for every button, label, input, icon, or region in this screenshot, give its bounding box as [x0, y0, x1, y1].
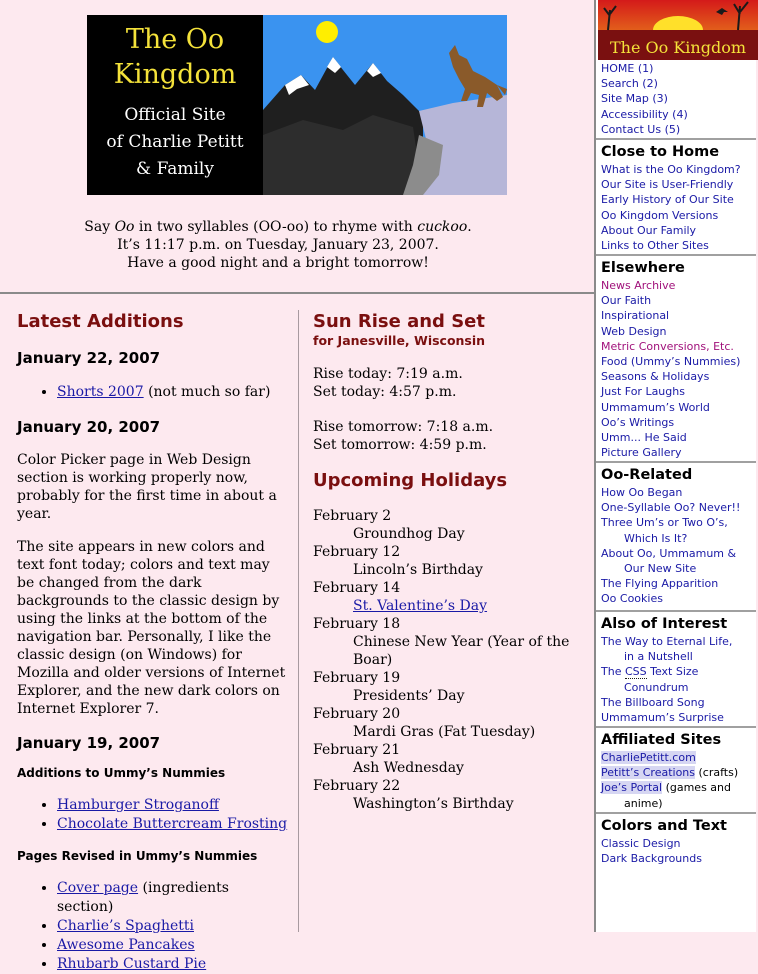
sidebar-link[interactable]: What is the Oo Kingdom?	[601, 163, 741, 176]
holiday-date: February 21	[313, 742, 401, 758]
sidebar-link[interactable]: Just For Laughs	[601, 385, 685, 399]
set-tomorrow: Set tomorrow: 4:59 p.m.	[313, 437, 487, 453]
sidebar-link[interactable]: The Way to Eternal Life, in a Nutshell	[601, 635, 733, 664]
list-item	[57, 917, 289, 936]
rise-today: Rise today: 7:19 a.m.	[313, 366, 463, 382]
holiday-name: Washington’s Birthday	[353, 796, 514, 812]
logo-text: The Oo Kingdom	[609, 38, 747, 57]
sidebar-link[interactable]: The CSS Text Size Conundrum	[601, 665, 699, 694]
holiday-date: February 22	[313, 778, 401, 794]
shorts-2007-link[interactable]: Shorts 2007	[57, 384, 144, 400]
valentines-day-link[interactable]: St. Valentine’s Day	[353, 598, 488, 614]
site-banner[interactable]	[87, 15, 507, 195]
date-heading: January 22, 2007	[17, 349, 161, 367]
sidebar-link[interactable]: Links to Other Sites	[601, 239, 709, 253]
page-header	[0, 0, 594, 292]
sidebar-link[interactable]: Oo’s Writings	[601, 415, 675, 429]
recipe-link[interactable]: Cover page	[57, 880, 139, 896]
section-heading: Oo-Related	[601, 467, 693, 483]
sidebar-link[interactable]: Three Um’s or Two O’s, Which Is It?	[601, 516, 728, 545]
sidebar-link[interactable]: Our Faith	[601, 294, 652, 308]
sidebar-link[interactable]: Inspirational	[601, 309, 670, 323]
holiday-name: Mardi Gras (Fat Tuesday)	[353, 724, 536, 740]
subsection-heading: Pages Revised in Ummy’s Nummies	[17, 849, 258, 863]
sun-rise-set-heading: Sun Rise and Set	[313, 311, 485, 332]
sidebar-link[interactable]: Oo Cookies	[601, 592, 663, 606]
location-label: for Janesville, Wisconsin	[313, 333, 486, 348]
sidebar-link[interactable]: One-Syllable Oo? Never!!	[601, 501, 741, 515]
date-heading: January 19, 2007	[17, 734, 161, 752]
nav-home[interactable]: HOME (1)	[601, 62, 654, 75]
classic-design-link[interactable]: Classic Design	[601, 837, 681, 850]
current-time-line: It’s 11:17 p.m. on Tuesday, January 23, 2007.	[117, 237, 439, 253]
latest-additions-heading: Latest Additions	[17, 311, 184, 332]
nav-accessibility[interactable]: Accessibility (4)	[601, 107, 688, 121]
sidebar-link[interactable]: About Oo, Ummamum & Our New Site	[601, 546, 737, 576]
section-heading: Close to Home	[601, 144, 720, 160]
column-divider	[298, 310, 299, 932]
holiday-name: Chinese New Year (Year of the Boar)	[353, 634, 570, 668]
sidebar-link[interactable]: Umm... He Said	[601, 431, 687, 445]
holiday-name: Presidents’ Day	[353, 688, 465, 704]
list-item	[57, 796, 289, 815]
sidebar-link[interactable]: Seasons & Holidays	[601, 370, 710, 384]
section-heading: Colors and Text	[601, 818, 727, 834]
sidebar-link[interactable]: Ummamum’s World	[601, 400, 710, 414]
sidebar-link[interactable]: News Archive	[601, 279, 676, 292]
sidebar-link[interactable]: The Flying Apparition	[601, 577, 719, 591]
recipe-link[interactable]: Awesome Pancakes	[57, 937, 195, 953]
upcoming-holidays-heading: Upcoming Holidays	[313, 470, 508, 491]
holiday-name	[313, 597, 585, 615]
sidebar-link[interactable]: Picture Gallery	[601, 446, 682, 460]
update-paragraph: Color Picker page in Web Design section is working properly now, probably for the first time in about a year.	[17, 452, 277, 522]
list-item: • Cover page (ingredients section)	[57, 879, 289, 917]
sidebar-link[interactable]: About Our Family	[601, 223, 697, 237]
nav-site-map[interactable]: Site Map (3)	[601, 92, 668, 106]
list-item	[57, 815, 289, 834]
section-heading: Also of Interest	[601, 616, 728, 632]
update-list	[17, 879, 289, 974]
joes-portal-link[interactable]: Joe’s Portal	[601, 781, 663, 795]
petitts-creations-link[interactable]: Petitt’s Creations	[601, 766, 695, 780]
close-to-home-section	[596, 140, 756, 253]
subsection-heading: Additions to Ummy’s Nummies	[17, 766, 226, 780]
sidebar-link[interactable]: Metric Conversions, Etc.	[601, 339, 734, 353]
nav-search[interactable]: Search (2)	[601, 77, 658, 91]
sidebar-link[interactable]: Food (Ummy’s Nummies)	[601, 355, 741, 369]
holiday-date: February 2	[313, 508, 392, 524]
update-list	[17, 383, 289, 402]
banner-subtitle: Official Site of Charlie Petitt & Family	[106, 105, 244, 179]
list-item	[57, 955, 289, 974]
holiday-date: February 19	[313, 670, 401, 686]
holiday-date: February 12	[313, 544, 401, 560]
intro-text	[0, 218, 556, 272]
holiday-name: Lincoln’s Birthday	[353, 562, 483, 578]
navigation-sidebar	[594, 0, 756, 932]
sidebar-link[interactable]: The Billboard Song	[601, 695, 705, 709]
recipe-link[interactable]: Chocolate Buttercream Frosting	[57, 816, 288, 832]
sidebar-link[interactable]: Our Site is User-Friendly	[601, 178, 734, 192]
holiday-date: February 18	[313, 616, 401, 632]
recipe-link[interactable]: Charlie’s Spaghetti	[57, 918, 194, 934]
rise-tomorrow: Rise tomorrow: 7:18 a.m.	[313, 419, 494, 435]
update-list	[17, 796, 289, 834]
list-item: • Shorts 2007 (not much so far)	[57, 383, 289, 402]
holiday-date: February 20	[313, 706, 401, 722]
sidebar-link[interactable]: Ummamum’s Surprise	[601, 711, 724, 725]
oo-related-section	[596, 463, 756, 607]
mountain-coyote-illustration	[263, 15, 507, 195]
banner-text-panel	[87, 15, 263, 195]
quick-nav	[596, 61, 756, 137]
pronunciation-line: Say Oo in two syllables (OO-oo) to rhyme with cuckoo.	[84, 219, 472, 235]
date-heading: January 20, 2007	[17, 418, 161, 436]
sidebar-link[interactable]: Oo Kingdom Versions	[601, 208, 719, 222]
update-paragraph: The site appears in new colors and text font today; colors and text may be changed from the dark backgrounds to the classic design by using the links at the bottom of the navigation bar. Personally, I like the classic design (on Windows) for Mozilla and older versions of Internet Explorer, and the new dark colors on Internet Explorer 7.	[17, 539, 286, 717]
colors-and-text-section	[596, 814, 756, 866]
set-today: Set today: 4:57 p.m.	[313, 384, 457, 400]
recipe-link[interactable]: Hamburger Stroganoff	[57, 797, 219, 813]
section-heading: Affiliated Sites	[601, 732, 722, 748]
elsewhere-section	[596, 256, 756, 460]
holiday-name: Ash Wednesday	[353, 760, 464, 776]
recipe-link[interactable]: Rhubarb Custard Pie	[57, 956, 207, 972]
sidebar-link[interactable]: How Oo Began	[601, 486, 683, 499]
nav-contact-us[interactable]: Contact Us (5)	[601, 122, 681, 136]
also-of-interest-section	[596, 612, 756, 725]
site-logo[interactable]	[598, 0, 758, 60]
charliepetitt-link[interactable]: CharliePetitt.com	[601, 751, 696, 764]
header-divider	[0, 292, 594, 294]
dark-backgrounds-link[interactable]: Dark Backgrounds	[601, 852, 702, 866]
section-heading: Elsewhere	[601, 260, 685, 276]
sidebar-link[interactable]: Web Design	[601, 324, 667, 338]
list-item	[57, 936, 289, 955]
latest-additions-column	[17, 311, 289, 974]
sun-holidays-column	[313, 311, 585, 813]
sun-times-today	[313, 365, 585, 401]
affiliated-sites-section: Affiliated Sites CharliePetitt.com Petitt’s Creations (crafts) Joe’s Portal (games and anime)	[596, 728, 756, 811]
sidebar-link[interactable]: Early History of Our Site	[601, 193, 734, 207]
banner-title: The Oo Kingdom	[113, 24, 237, 90]
greeting-line: Have a good night and a bright tomorrow!	[127, 255, 429, 271]
sun-times-tomorrow	[313, 418, 585, 454]
holiday-name: Groundhog Day	[353, 526, 465, 542]
holiday-list	[313, 507, 585, 813]
holiday-date: February 14	[313, 580, 401, 596]
